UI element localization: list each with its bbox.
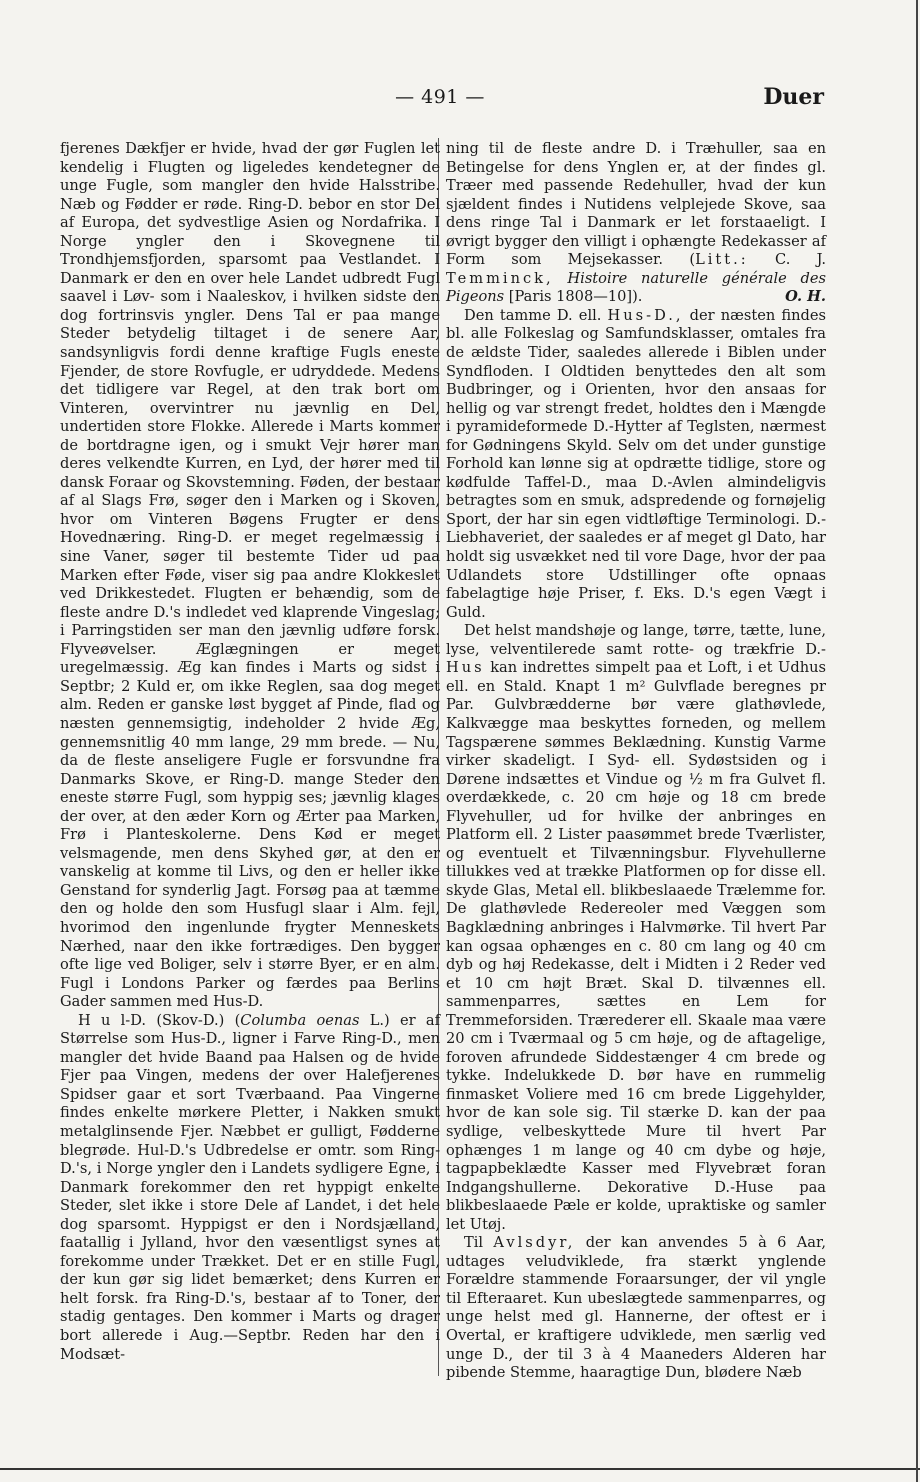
breeding-lead: Til: [464, 1234, 494, 1252]
right-edge-rule: [916, 0, 918, 1482]
tame-d-lead: Den tamme D. ell.: [464, 306, 608, 324]
bottom-rule: [0, 1468, 920, 1470]
latin-author: L.): [359, 1011, 390, 1029]
dovecote-text: kan indrettes simpelt paa et Loft, i et Udhus ell. en Stald. Knapt 1 m² Gulvflade beregnes pr Par. Gulvbrædderne bør være glathøvlede, Kalkvægge maa beskyttes forneden, og mellem Tagspærene sømmes Beklædning. Kunstig Varme virker skadeligt. I Syd- ell. Sydøstsiden og i Dørene indsættes et Vindue og ½ m fra Gulvet fl. overdækkede, c. 20 cm høje og 18 cm brede Flyvehuller, ud for hvilke der anbringes en Platform ell. 2 Lister paasømmet brede Tværlister, og eventuelt et Tilvænningsbur. Flyvehullerne tillukkes ved at trække Platformen op for disse ell. skyde Glas, Metal ell. blikbeslaaede Trælemme for. De glathøvlede Redereoler med Væggen som Bagklædning anbringes i Halvmørke. Til hvert Par kan ogsaa ophænges en c. 80 cm lang og 40 cm dyb og høj Redekasse, delt i Midten i 2 Reder ved et 10 cm højt Bræt. Skal D. tilvænnes ell. sammenparres, sættes en Lem for Tremmeforsiden. Trærederer ell. Skaale maa være 20 cm i Tværmaal og 5 cm høje, og de aftagelige, foroven afrundede Siddestænger 4 cm brede og tykke. Indelukkede D. bør have en rummelig finmasket Voliere med 16 cm brede Liggehylder, hvor de kan sole sig. Til stærke D. kan der paa sydlige, velbeskyttede Mure til hvert Par ophænges 1 m lange og 40 cm dybe og høje, tagpapbeklædte Kasser med Flyvebræt foran Indgangshullerne. Dekorative D.-Huse paa blikbeslaaede Pæle er kolde, upraktiske og samler let Utøj.: [446, 659, 826, 1233]
literature-label: Litt.:: [695, 251, 749, 269]
literature-initials: C. J.: [748, 251, 826, 269]
right-column: [446, 140, 826, 1383]
page-number: — 491 —: [395, 86, 485, 108]
tame-d-text: der næsten findes bl. alle Folkeslag og Samfundsklasser, omtales fra de ældste Tider, saaledes allerede i Biblen under Syndfloden. I Oldtiden benyttedes den alt som Budbringer, og i Orienten, hvor den ansaas for hellig og var strengt fredet, holdtes den i Mængde i pyramideformede D.-Hytter af Teglsten, nærmest for Gødningens Skyld. Selv om det under gunstige Forhold kan lønne sig at opdrætte tidlige, store og kødfulde Taffel-D., maa D.-Avlen almindeligvis betragtes som en smuk, adspredende og fornøjelig Sport, der har sin egen vidtløftige Terminologi. D.-Liebhaveriet, der saaledes er af meget gl Dato, har holdt sig usvækket ned til vore Dage, hvor der paa Udlandets store Udstillinger ofte opnaas fabelagtige høje Priser, f. Eks. D.'s egen Vægt i Guld.: [446, 306, 826, 621]
left-column: [60, 140, 440, 1364]
right-paragraph-3: [446, 622, 826, 1234]
dovecote-lead: Det helst mandshøje og lange, tørre, tætte, lune, lyse, velventilerede samt rotte- og trækfrie D.-: [446, 622, 826, 658]
right-paragraph-1: [446, 140, 826, 307]
literature-imprint: [Paris 1808—10]).: [504, 288, 643, 306]
hus-d-term: Hus-D.,: [607, 306, 684, 324]
continuation-text: ning til de fleste andre D. i Træhuller, saa en Betingelse for dens Ynglen er, at der findes gl. Træer med passende Redehuller, hvad der kun sjældent findes i Nutidens velplejede Skove, saa dens ringe Tal i Danmark er let forstaaeligt. I øvrigt bygger den villigt i ophængte Redekasser af Form som Mejsekasser. (: [446, 140, 826, 269]
left-paragraph-1: fjerenes Dækfjer er hvide, hvad der gør Fuglen let kendelig i Flugten og ligeledes kendetegner de unge Fugle, som mangler den hvide Halsstribe. Næb og Fødder er røde. Ring-D. bebor en stor Del af Europa, det sydvestlige Asien og Nordafrika. I Norge yngler den i Skovegnene til Trondhjemsfjorden, sparsomt paa Vestlandet. I Danmark er den en over hele Landet udbredt Fugl saavel i Løv- som i Naaleskov, i hvilken sidste den dog fortrinsvis yngler. Dens Tal er paa mange Steder betydelig tiltaget i de senere Aar, sandsynligvis fordi denne kraftige Fugls eneste Fjender, de store Rovfugle, er udryddede. Medens det tidligere var Regel, at den trak bort om Vinteren, overvintrer nu jævnlig en Del, undertiden store Flokke. Allerede i Marts kommer de bortdragne igen, og i smukt Vejr hører man deres velkendte Kurren, en Lyd, der hører med til dansk Foraar og Skovstemning. Føden, der bestaar af al Slags Frø, søger den i Marken og i Skoven, hvor om Vinteren Bøgens Frugter er dens Hovednæring. Ring-D. er meget regelmæssig i sine Vaner, søger til bestemte Tider ud paa Marken efter Føde, viser sig paa andre Klokkeslet ved Drikkestedet. Flugten er behændig, som de fleste andre D.'s indledet ved klaprende Vingeslag; i Parringstiden ser man den jævnlig udføre forsk. Flyveøvelser. Æglægningen er meget uregelmæssig. Æg kan findes i Marts og sidst i Septbr; 2 Kuld er, om ikke Reglen, saa dog meget alm. Reden er ganske løst bygget af Pinde, flad og næsten gennemsigtig, indeholder 2 hvide Æg, gennemsnitlig 40 mm lange, 29 mm brede. — Nu, da de fleste anseligere Fugle er forsvundne fra Danmarks Skove, er Ring-D. mange Steder den eneste større Fugl, som hyppig ses; jævnlig klages der over, at den æder Korn og Ærter paa Marken, Frø i Planteskolerne. Dens Kød er meget velsmagende, men dens Skyhed gør, at den er vanskelig at komme til Livs, og den er heller ikke Genstand for synderlig Jagt. Forsøg paa at tæmme den og holde den som Husfugl slaar i Alm. fejl, hvorimod den ingenlunde frygter Menneskets Nærhed, naar den ikke fortrædiges. Den bygger ofte lige ved Boliger, selv i større Byer, er en alm. Fugl i Londons Parker og færdes paa Berlins Gader sammen med Hus-D.: [60, 140, 440, 1011]
right-paragraph-2: [446, 307, 826, 622]
literature-title: Histoire naturelle générale des Pigeons: [446, 269, 826, 306]
literature-author: Temminck,: [446, 269, 554, 287]
left-paragraph-2: [60, 1012, 440, 1364]
author-signature: O. H.: [785, 288, 826, 306]
hul-d-heading: H u l-D. (Skov-D.) (: [78, 1011, 241, 1029]
hul-d-text: er af Størrelse som Hus-D., ligner i Farve Ring-D., men mangler det hvide Baand paa Halsen og de hvide Fjer paa Vingen, medens der over Halefjerenes Spidser gaar et sort Tværbaand. Paa Vingerne findes enkelte mørkere Pletter, i Nakken smukt metalglinsende Fjer. Næbbet er gulligt, Fødderne blegrøde. Hul-D.'s Udbredelse er omtr. som Ring-D.'s, i Norge yngler den i Landets sydligere Egne, i Danmark forekommer den ret hyppigt enkelte Steder, slet ikke i store Dele af Landet, i det hele dog sparsomt. Hyppigst er den i Nordsjælland, faatallig i Jylland, hvor den væsentligst synes at forekomme under Trækket. Det er en stille Fugl, der kun gør sig lidet bemærket; dens Kurren er helt forsk. fra Ring-D.'s, bestaar af to Toner, der stadig gentages. Den kommer i Marts og drager bort allerede i Aug.—Septbr. Reden har den i Modsæt-: [60, 1011, 440, 1363]
latin-name: Columba oenas: [240, 1011, 360, 1029]
running-head: Duer: [763, 84, 824, 110]
avlsdyr-term: Avlsdyr,: [493, 1234, 576, 1252]
breeding-text: der kan anvendes 5 à 6 Aar, udtages veludviklede, fra stærkt ynglende Forældre stammende Foraarsunger, der vil yngle til Efteraaret. Kun ubeslægtede sammenparres, og unge helst med gl. Hannerne, der oftest er i Overtal, er kraftigere udviklede, men særlig ved unge D., der til 3 à 4 Maaneders Alderen har pibende Stemme, haaragtige Dun, blødere Næb: [446, 1234, 826, 1382]
hus-term: Hus: [446, 659, 485, 677]
right-paragraph-4: [446, 1234, 826, 1382]
